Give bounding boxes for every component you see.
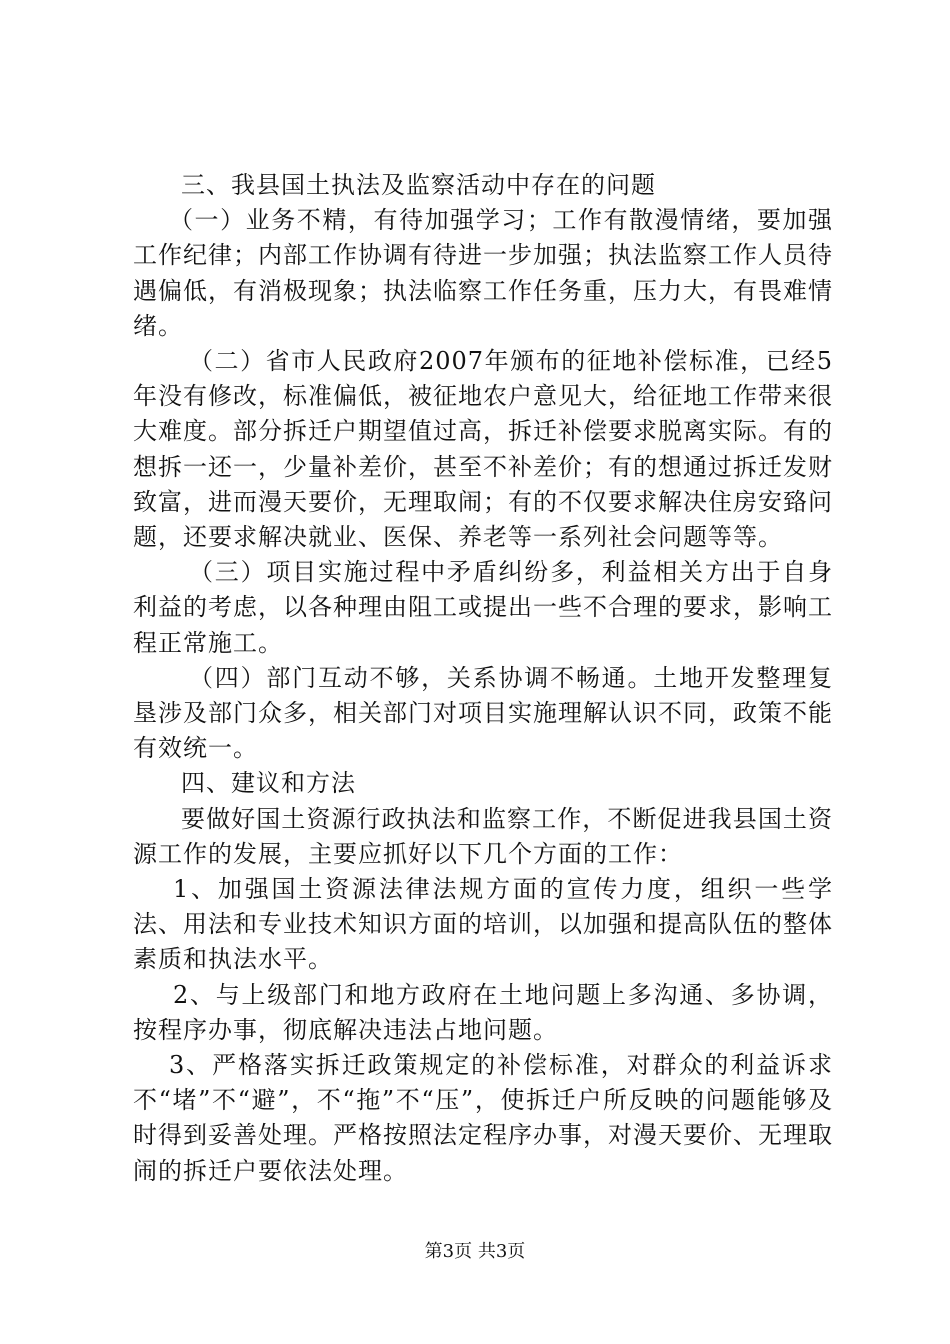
body-paragraph: （一）业务不精，有待加强学习；工作有散漫情绪，要加强工作纪律；内部工作协调有待进一步加强；执法监察工作人员待遇偏低，有消极现象；执法临察工作任务重，压力大，有畏难情绪。 bbox=[133, 206, 833, 340]
page-number: 第3页 共3页 bbox=[424, 1241, 526, 1262]
section-heading: 三、我县国土执法及监察活动中存在的问题 bbox=[181, 171, 656, 199]
list-item: 2、与上级部门和地方政府在土地问题上多沟通、多协调，按程序办事，彻底解决违法占地问题。 bbox=[133, 980, 833, 1044]
list-item: 1、加强国土资源法律法规方面的宣传力度，组织一些学法、用法和专业技术知识方面的培训，以加强和提高队伍的整体素质和执法水平。 bbox=[133, 875, 833, 974]
document-body bbox=[133, 168, 833, 1189]
body-paragraph: （三）项目实施过程中矛盾纠纷多，利益相关方出于自身利益的考虑，以各种理由阻工或提出一些不合理的要求，影响工程正常施工。 bbox=[133, 558, 833, 657]
body-paragraph: （四）部门互动不够，关系协调不畅通。土地开发整理复垦涉及部门众多，相关部门对项目实施理解认识不同，政策不能有效统一。 bbox=[133, 663, 833, 763]
list-item: 3、严格落实拆迁政策规定的补偿标准，对群众的利益诉求不“堵”不“避”，不“拖”不“压”，使拆迁户所反映的问题能够及时得到妥善处理。严格按照法定程序办事，对漫天要价、无理取闹的拆迁户要依法处理。 bbox=[133, 1051, 833, 1185]
body-paragraph: 要做好国土资源行政执法和监察工作，不断促进我县国土资源工作的发展，主要应抓好以下几个方面的工作： bbox=[133, 804, 833, 868]
section-heading: 四、建议和方法 bbox=[181, 769, 356, 798]
body-paragraph: （二）省市人民政府2007年颁布的征地补偿标准，已经5年没有修改，标准偏低，被征地农户意见大，给征地工作带来很大难度。部分拆迁户期望值过高，拆迁补偿要求脱离实际。有的想拆一还一，少量补差价，甚至不补差价；有的想通过拆迁发财致富，进而漫天要价，无理取闹；有的不仅要求解决住房安臵问题，还要求解决就业、医保、养老等一系列社会问题等等。 bbox=[133, 347, 833, 552]
